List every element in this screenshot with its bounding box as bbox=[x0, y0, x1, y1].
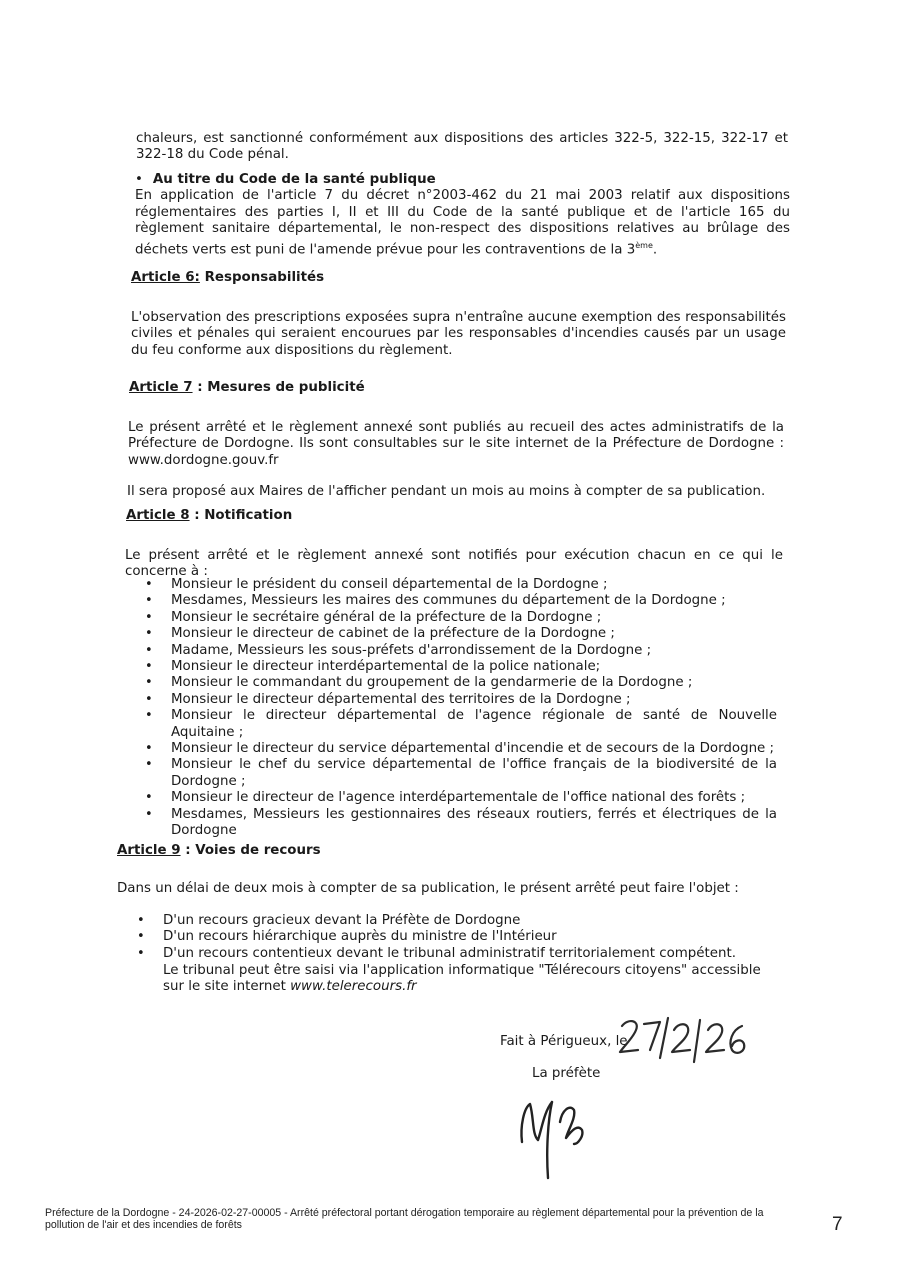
article8-intro: Le présent arrêté et le règlement annexé sont notifiés pour exécution chacun en ce qui le concerne à : bbox=[125, 548, 783, 580]
bullet-dot: • bbox=[145, 691, 153, 707]
recipient-list-item: • Monsieur le directeur de cabinet de la préfecture de la Dordogne ; bbox=[145, 626, 615, 642]
sante-section bbox=[135, 172, 790, 259]
article6-label: Article 6: bbox=[131, 270, 200, 285]
bullet-dot: • bbox=[145, 708, 153, 724]
article9-recours-list bbox=[137, 913, 783, 962]
prefete-label: La préfète bbox=[532, 1066, 601, 1081]
recipient-list-item: • Monsieur le directeur départemental des territoires de la Dordogne ; bbox=[145, 691, 631, 707]
intro-text: chaleurs, est sanctionné conformément aux dispositions des articles 322-5, 322-15, 322-17 et 322-18 du Code pénal. bbox=[136, 131, 788, 163]
article9-heading bbox=[117, 843, 321, 859]
article7-text2: Il sera proposé aux Maires de l'afficher pendant un mois au moins à compter de sa publication. bbox=[127, 484, 766, 499]
recipient-list-item: • Monsieur le directeur départemental de l'agence régionale de santé de Nouvelle Aquitaine ; bbox=[145, 708, 777, 740]
sante-bullet: • bbox=[135, 172, 143, 187]
bullet-dot: • bbox=[145, 609, 153, 625]
handwritten-date-drawing bbox=[614, 1012, 754, 1072]
recipient-list-item: • Monsieur le président du conseil départemental de la Dordogne ; bbox=[145, 577, 608, 592]
article8-heading bbox=[126, 508, 292, 524]
intro-paragraph bbox=[136, 131, 788, 164]
article7-text1: Le présent arrêté et le règlement annexé sont publiés au recueil des actes administratifs de la Préfecture de Dordogne. Ils sont consultables sur le site internet de la Préfecture de Dordogne : www.dordogne.gouv.fr bbox=[128, 420, 784, 468]
recours-list-item: • D'un recours hiérarchique auprès du ministre de l'Intérieur bbox=[137, 929, 557, 945]
article7-title: : Mesures de publicité bbox=[192, 380, 365, 395]
recipient-list-item: • Monsieur le secrétaire général de la préfecture de la Dordogne ; bbox=[145, 609, 602, 625]
bullet-dot: • bbox=[145, 790, 153, 806]
bullet-dot: • bbox=[145, 577, 153, 592]
sante-heading: • Au titre du Code de la santé publique bbox=[135, 172, 436, 187]
bullet-dot: • bbox=[145, 806, 153, 822]
bullet-dot: • bbox=[145, 675, 153, 691]
article9-tribunal-text: Le tribunal peut être saisi via l'application informatique "Télérecours citoyens" accessible sur le site internet www.telerecours.fr bbox=[163, 963, 761, 995]
article6-title: Responsabilités bbox=[204, 270, 325, 285]
bullet-dot: • bbox=[145, 593, 153, 609]
recipient-list-item: • Mesdames, Messieurs les maires des communes du département de la Dordogne ; bbox=[145, 593, 726, 609]
recours-list-item: • D'un recours gracieux devant la Préfète de Dordogne bbox=[137, 913, 521, 928]
bullet-dot: • bbox=[145, 659, 153, 675]
telerecours-link-text: www.telerecours.fr bbox=[290, 979, 417, 995]
bullet-dot: • bbox=[145, 642, 153, 658]
article9-label: Article 9 bbox=[117, 843, 181, 858]
sante-superscript: ème bbox=[635, 240, 653, 250]
article8-title: : Notification bbox=[189, 508, 293, 523]
bullet-dot: • bbox=[145, 741, 153, 757]
recipient-list-item: • Monsieur le directeur de l'agence interdépartementale de l'office national des forêts ; bbox=[145, 790, 746, 806]
page-footer: Préfecture de la Dordogne - 24-2026-02-27-00005 - Arrêté préfectoral portant dérogation temporaire au règlement départemental pour la prévention de la pollution de l'air et des incendies de forêts bbox=[45, 1207, 764, 1231]
recipient-list-item: • Monsieur le commandant du groupement de la gendarmerie de la Dordogne ; bbox=[145, 675, 693, 691]
bullet-dot: • bbox=[137, 945, 145, 961]
article7-label: Article 7 bbox=[129, 380, 193, 395]
sante-text: En application de l'article 7 du décret n°2003-462 du 21 mai 2003 relatif aux dispositions réglementaires des parties I, II et III du Code de la santé publique et de l'article 165 du règlement sanitaire départemental, le non-respect des dispositions relatives au brûlage des déchets verts est puni de l'amende prévue pour les contraventions de la 3ème. bbox=[135, 188, 790, 258]
bullet-dot: • bbox=[137, 929, 145, 945]
signature-drawing bbox=[512, 1090, 602, 1190]
article6-text: L'observation des prescriptions exposées supra n'entraîne aucune exemption des responsabilités civiles et pénales qui seraient encourues par les responsables d'incendies causés par un usage du feu conforme aux dispositions du règlement. bbox=[131, 310, 786, 358]
article9-title: : Voies de recours bbox=[180, 843, 321, 858]
recipient-list-item: • Madame, Messieurs les sous-préfets d'arrondissement de la Dordogne ; bbox=[145, 642, 652, 658]
article8-label: Article 8 bbox=[126, 508, 190, 523]
bullet-dot: • bbox=[137, 913, 145, 928]
bullet-dot: • bbox=[145, 626, 153, 642]
article9-intro: Dans un délai de deux mois à compter de sa publication, le présent arrêté peut faire l'objet : bbox=[117, 881, 739, 896]
signature-mark bbox=[512, 1090, 602, 1194]
article7-heading bbox=[129, 380, 365, 396]
bullet-dot: • bbox=[145, 757, 153, 773]
page-number: 7 bbox=[832, 1214, 843, 1235]
recipient-list-item: • Monsieur le directeur du service départemental d'incendie et de secours de la Dordogne ; bbox=[145, 741, 775, 757]
article6-heading bbox=[131, 270, 324, 286]
recipient-list-item: • Monsieur le chef du service départemental de l'office français de la biodiversité de la Dordogne ; bbox=[145, 757, 777, 789]
fait-a-text: Fait à Périgueux, le bbox=[500, 1034, 628, 1049]
recipient-list-item: • Monsieur le directeur interdépartemental de la police nationale; bbox=[145, 659, 601, 675]
handwritten-date bbox=[614, 1012, 754, 1076]
article8-recipient-list bbox=[145, 577, 777, 840]
recours-list-item: • D'un recours contentieux devant le tribunal administratif territorialement compétent. bbox=[137, 945, 737, 961]
recipient-list-item: • Mesdames, Messieurs les gestionnaires des réseaux routiers, ferrés et électriques de la Dordogne bbox=[145, 806, 777, 839]
